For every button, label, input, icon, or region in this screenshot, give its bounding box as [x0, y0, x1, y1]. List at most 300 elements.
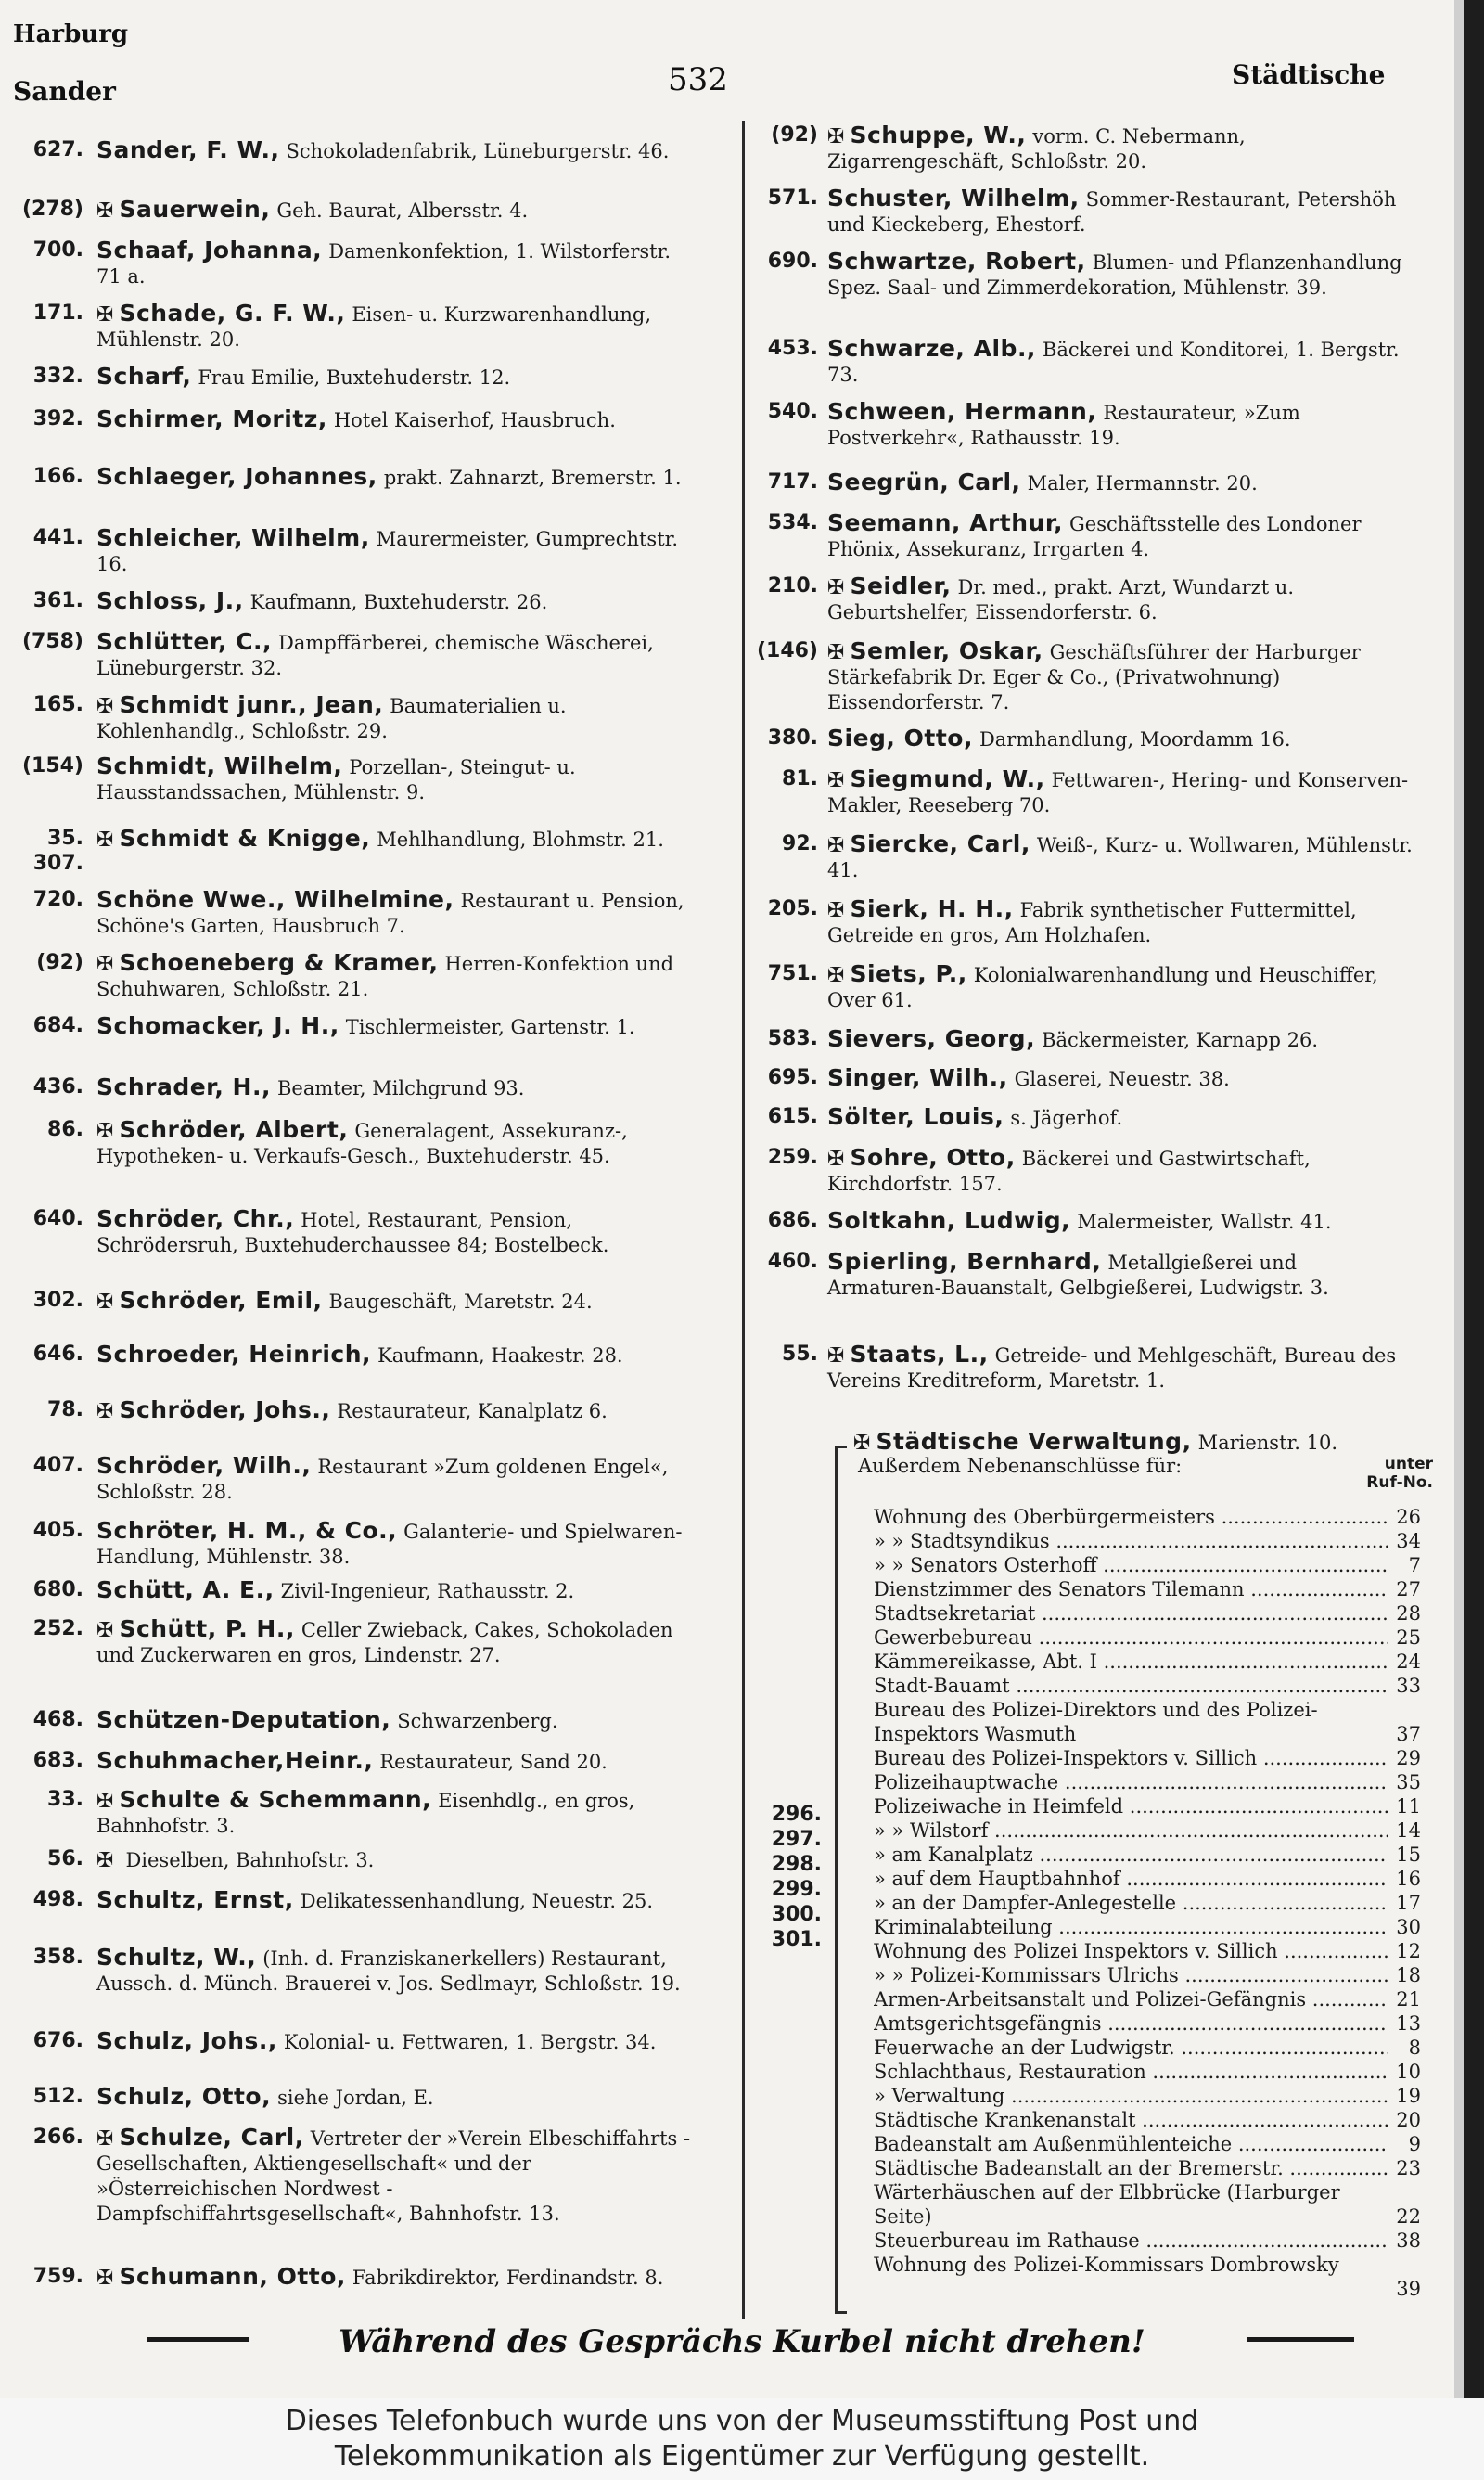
- subscriber-details: Restaurateur, »Zum Postverkehr«, Rathausstr. 19.: [827, 402, 1300, 449]
- subscriber-name: Staats, L.,: [850, 1341, 989, 1368]
- phone-number: (146): [756, 639, 818, 662]
- subscriber-details: prakt. Zahnarzt, Bremerstr. 1.: [383, 467, 682, 489]
- entry-body: [96, 1074, 699, 1101]
- telephone-star-icon: ✠: [96, 1849, 114, 1872]
- extension-number: 8: [1405, 2036, 1421, 2060]
- subscriber-details: Hotel Kaiserhof, Hausbruch.: [333, 409, 616, 431]
- extension-number: 26: [1392, 1505, 1421, 1529]
- extension-label: » » Senators Osterhoff .....: [874, 1553, 1388, 1577]
- subscriber-name: Schröder, Emil,: [119, 1287, 323, 1314]
- extension-number: 33: [1392, 1674, 1421, 1698]
- telephone-star-icon: ✠: [96, 1400, 114, 1423]
- subscriber-details: Geh. Baurat, Albersstr. 4.: [276, 199, 529, 222]
- extension-number: 29: [1392, 1746, 1421, 1770]
- subscriber-name: Schaaf, Johanna,: [96, 237, 323, 263]
- extension-line: [874, 1698, 1421, 1746]
- entry-body: [827, 1208, 1414, 1235]
- subscriber-details: Damenkonfektion, 1. Wilstorferstr. 71 a.: [96, 240, 672, 288]
- extension-label: Dienstzimmer des Senators Tilemann .....: [874, 1577, 1388, 1601]
- subscriber-name: Sohre, Otto,: [850, 1144, 1016, 1171]
- extension-line: [874, 1963, 1421, 1987]
- caption-line-2: Telekommunikation als Eigentümer zur Verfügung gestellt.: [334, 2440, 1150, 2473]
- telephone-star-icon: ✠: [96, 1120, 114, 1143]
- phone-number: 405.: [32, 1519, 83, 1542]
- subscriber-details: Maurermeister, Gumprechtstr. 16.: [96, 528, 679, 575]
- subscriber-details: Vertreter der »Verein Elbeschiffahrts - Gesellschaften, Aktiengesellschaft« und der »Österreichischen Nordwest - Dampfschiffahrtsgesellschaft«, Bahnhofstr. 13.: [96, 2127, 691, 2225]
- subscriber-details: Restaurateur, Sand 20.: [379, 1751, 608, 1773]
- phone-number: 259.: [767, 1146, 818, 1169]
- extension-label: Schlachthaus, Restauration .....: [874, 2060, 1388, 2084]
- phone-number: 165.: [32, 693, 83, 716]
- subscriber-details: Porzellan-, Steingut- u. Hausstandssachen, Mühlenstr. 9.: [96, 756, 576, 803]
- extension-label: » auf dem Hauptbahnhof .....: [874, 1867, 1388, 1891]
- verwaltung-heading: [853, 1429, 1428, 1456]
- phone-number: (154): [21, 754, 83, 777]
- extension-label: Polizeiwache in Heimfeld .....: [874, 1794, 1388, 1818]
- subscriber-name: Siegmund, W.,: [850, 765, 1045, 792]
- extension-label: » » Polizei-Kommissars Ulrichs .....: [874, 1963, 1388, 1987]
- subscriber-details: Eisen- u. Kurzwarenhandlung, Mühlenstr. 20.: [96, 303, 652, 351]
- side-number-list: [757, 1802, 822, 1952]
- subscriber-details: Metallgießerei und Armaturen-Bauanstalt, Gelbgießerei, Ludwigstr. 3.: [827, 1252, 1329, 1299]
- extension-label: Wohnung des Oberbürgermeisters .....: [874, 1505, 1388, 1529]
- subscriber-details: Getreide- und Mehlgeschäft, Bureau des Vereins Kreditreform, Maretstr. 1.: [827, 1344, 1397, 1392]
- entry-body: [827, 510, 1414, 562]
- entry-body: [96, 1453, 699, 1505]
- telephone-star-icon: ✠: [96, 1291, 114, 1314]
- extension-number: 35: [1392, 1770, 1421, 1794]
- phone-number: 684.: [32, 1014, 83, 1037]
- extension-label: Bureau des Polizei-Inspektors v. Sillich .....: [874, 1746, 1388, 1770]
- entry-body: [827, 1249, 1414, 1301]
- entry-body: [827, 336, 1414, 388]
- entry-body: [827, 186, 1414, 238]
- phone-number: 33.: [47, 1788, 83, 1811]
- extension-number: 20: [1392, 2108, 1421, 2132]
- phone-number: 380.: [767, 726, 818, 750]
- subscriber-details: Blumen- und Pflanzenhandlung Spez. Saal- und Zimmerdekoration, Mühlenstr. 39.: [827, 251, 1402, 299]
- extension-label: » am Kanalplatz .....: [874, 1843, 1388, 1867]
- extension-number: 18: [1392, 1963, 1421, 1987]
- entry-body: [827, 726, 1414, 752]
- subscriber-details: Galanterie- und Spielwaren-Handlung, Mühlenstr. 38.: [96, 1521, 683, 1568]
- extension-line: [874, 1843, 1421, 1867]
- extension-line: [874, 2036, 1421, 2060]
- phone-number: 252.: [32, 1617, 83, 1640]
- entry-body: [827, 469, 1414, 496]
- ruf-label: unter Ruf-No.: [1366, 1455, 1433, 1492]
- phone-number: 615.: [767, 1105, 818, 1128]
- entry-body: [96, 692, 699, 744]
- entry-body: [96, 1577, 699, 1604]
- extension-number: 17: [1392, 1891, 1421, 1915]
- subscriber-name: Schulze, Carl,: [119, 2124, 304, 2151]
- subscriber-name: Schuster, Wilhelm,: [827, 185, 1080, 212]
- phone-number: 676.: [32, 2029, 83, 2052]
- entry-body: [96, 1787, 699, 1839]
- entry-body: [96, 1397, 699, 1424]
- extension-line: [874, 1939, 1421, 1963]
- extension-number: 28: [1392, 1601, 1421, 1625]
- phone-number: 436.: [32, 1075, 83, 1099]
- subscriber-details: Celler Zwieback, Cakes, Schokoladen und Zuckerwaren en gros, Lindenstr. 27.: [96, 1619, 673, 1666]
- extension-line: [874, 1915, 1421, 1939]
- phone-number: 166.: [32, 465, 83, 488]
- extension-line: [874, 1553, 1421, 1577]
- extension-line: [874, 1505, 1421, 1529]
- subscriber-name: Seemann, Arthur,: [827, 509, 1064, 536]
- extension-label: Amtsgerichtsgefängnis .....: [874, 2011, 1388, 2036]
- verwaltung-name: Städtische Verwaltung,: [876, 1428, 1192, 1455]
- entry-body: [827, 1104, 1414, 1131]
- phone-number: 55.: [782, 1343, 818, 1366]
- phone-number: 646.: [32, 1343, 83, 1366]
- extension-number: 10: [1392, 2060, 1421, 2084]
- phone-number: 680.: [32, 1578, 83, 1601]
- entry-body: [96, 525, 699, 577]
- subscriber-details: Malermeister, Wallstr. 41.: [1077, 1211, 1332, 1233]
- subscriber-name: Schöne Wwe., Wilhelmine,: [96, 886, 454, 913]
- subscriber-details: Tischlermeister, Gartenstr. 1.: [345, 1016, 635, 1038]
- subscriber-name: Seegrün, Carl,: [827, 469, 1021, 495]
- telephone-star-icon: ✠: [827, 899, 845, 922]
- subscriber-details: Zivil-Ingenieur, Rathausstr. 2.: [280, 1580, 575, 1602]
- extension-label: Badeanstalt am Außenmühlenteiche .....: [874, 2132, 1388, 2156]
- entry-body: [96, 301, 699, 353]
- entry-body: [96, 1748, 699, 1775]
- extension-line: [874, 2156, 1421, 2180]
- side-number: 301.: [771, 1928, 822, 1951]
- telephone-star-icon: ✠: [96, 953, 114, 976]
- entry-body: [827, 1342, 1414, 1394]
- subscriber-name: Schirmer, Moritz,: [96, 405, 327, 432]
- subscriber-name: Siets, P.,: [850, 960, 967, 987]
- entry-body: [96, 1707, 699, 1734]
- subscriber-name: Schleicher, Wilhelm,: [96, 524, 370, 551]
- extension-line: [874, 1601, 1421, 1625]
- side-number: 297.: [771, 1828, 822, 1851]
- extension-label: Polizeihauptwache .....: [874, 1770, 1388, 1794]
- extension-number: 38: [1392, 2229, 1421, 2253]
- subscriber-name: Schmidt junr., Jean,: [119, 691, 384, 718]
- subscriber-details: Kolonialwarenhandlung und Heuschiffer, Over 61.: [827, 964, 1378, 1011]
- subscriber-details: Geschäftsstelle des Londoner Phönix, Assekuranz, Irrgarten 4.: [827, 513, 1362, 560]
- footer-notice: Während des Gesprächs Kurbel nicht drehen!: [339, 2323, 1145, 2360]
- subscriber-details: vorm. C. Nebermann, Zigarrengeschäft, Schloßstr. 20.: [827, 125, 1246, 173]
- entry-body: [827, 1065, 1414, 1092]
- phone-number: (278): [21, 198, 83, 221]
- page-number: 532: [668, 61, 728, 98]
- subscriber-name: Schütt, P. H.,: [119, 1615, 295, 1642]
- phone-number: 302.: [32, 1289, 83, 1312]
- subscriber-details: Hotel, Restaurant, Pension, Schrödersruh, Buxtehuderchaussee 84; Bostelbeck.: [96, 1209, 609, 1256]
- extension-number: 22: [1392, 2204, 1421, 2229]
- extension-label: Armen-Arbeitsanstalt und Polizei-Gefängnis .....: [874, 1987, 1388, 2011]
- extension-line: [874, 2060, 1421, 2084]
- extension-line: [874, 1891, 1421, 1915]
- telephone-star-icon: ✠: [827, 964, 845, 987]
- subscriber-name: Schroeder, Heinrich,: [96, 1341, 372, 1368]
- extension-label: » an der Dampfer-Anlegestelle .....: [874, 1891, 1388, 1915]
- extension-number: 14: [1392, 1818, 1421, 1843]
- entry-body: [827, 122, 1414, 174]
- telephone-star-icon: ✠: [827, 641, 845, 664]
- subscriber-name: Sölter, Louis,: [827, 1103, 1004, 1130]
- phone-number: 266.: [32, 2126, 83, 2149]
- subscriber-name: Scharf,: [96, 363, 192, 390]
- subscriber-name: Schröder, Johs.,: [119, 1396, 331, 1423]
- extension-number: 39: [1392, 2277, 1421, 2301]
- subscriber-name: Schumann, Otto,: [119, 2263, 346, 2290]
- verwaltung-address: Marienstr. 10.: [1197, 1432, 1338, 1454]
- header-city: Harburg: [13, 20, 129, 48]
- phone-number: 460.: [767, 1250, 818, 1273]
- phone-number: 56.: [47, 1847, 83, 1870]
- subscriber-name: Schultz, Ernst,: [96, 1886, 294, 1913]
- extension-line: [874, 2132, 1421, 2156]
- extension-label: Feuerwache an der Ludwigstr. .....: [874, 2036, 1388, 2060]
- phone-number: 453.: [767, 337, 818, 360]
- phone-number: 759.: [32, 2265, 83, 2288]
- subscriber-name: Semler, Oskar,: [850, 637, 1043, 664]
- telephone-star-icon: ✠: [827, 1148, 845, 1171]
- subscriber-name: Sieg, Otto,: [827, 725, 973, 752]
- phone-number: 441.: [32, 526, 83, 549]
- header-range-start: Sander: [13, 76, 116, 107]
- phone-number: 686.: [767, 1209, 818, 1232]
- subscriber-name: Singer, Wilh.,: [827, 1064, 1008, 1091]
- extension-label: Wärterhäuschen auf der Elbbrücke (Harburger Seite): [874, 2181, 1340, 2228]
- phone-number: 468.: [32, 1708, 83, 1731]
- subscriber-name: Schuhmacher,Heinr.,: [96, 1747, 374, 1774]
- extension-number: 16: [1392, 1867, 1421, 1891]
- subscriber-name: Schomacker, J. H.,: [96, 1012, 339, 1039]
- subscriber-details: Schokoladenfabrik, Lüneburgerstr. 46.: [286, 140, 670, 162]
- phone-number: 720.: [32, 888, 83, 911]
- extension-number: 34: [1392, 1529, 1421, 1553]
- subscriber-details: Herren-Konfektion und Schuhwaren, Schloßstr. 21.: [96, 953, 674, 1000]
- entry-body: [96, 887, 699, 939]
- entry-body: [96, 2028, 699, 2055]
- telephone-star-icon: ✠: [96, 303, 114, 327]
- extension-number: 25: [1392, 1625, 1421, 1650]
- subscriber-details: Schwarzenberg.: [397, 1710, 558, 1732]
- subscriber-details: Kaufmann, Buxtehuderstr. 26.: [249, 591, 548, 613]
- phone-number: 683.: [32, 1749, 83, 1772]
- subscriber-name: Spierling, Bernhard,: [827, 1248, 1102, 1275]
- extension-line: [874, 1794, 1421, 1818]
- subscriber-details: Kolonial- u. Fettwaren, 1. Bergstr. 34.: [283, 2031, 657, 2053]
- phone-number: 571.: [767, 186, 818, 210]
- provenance-caption: [0, 2398, 1484, 2480]
- entry-body: [96, 406, 699, 433]
- extension-number: 13: [1392, 2011, 1421, 2036]
- phone-number: 332.: [32, 365, 83, 388]
- entry-body: [827, 1145, 1414, 1197]
- telephone-star-icon: ✠: [96, 829, 114, 852]
- page-edge-shadow: [1454, 0, 1464, 2398]
- subscriber-details: Dieselben, Bahnhofstr. 3.: [125, 1849, 375, 1871]
- subscriber-details: Dampffärberei, chemische Wäscherei, Lüneburgerstr. 32.: [96, 632, 654, 679]
- footer-rule-left: [147, 2337, 249, 2342]
- phone-number: 717.: [767, 470, 818, 494]
- extension-line: [874, 2084, 1421, 2108]
- extension-line: [874, 1818, 1421, 1843]
- extension-number: 12: [1392, 1939, 1421, 1963]
- extension-number: 21: [1392, 1987, 1421, 2011]
- extension-line: [874, 1987, 1421, 2011]
- subscriber-name: Schmidt & Knigge,: [119, 825, 371, 852]
- phone-number: 78.: [47, 1398, 83, 1421]
- extension-line: [874, 2011, 1421, 2036]
- phone-number: 700.: [32, 238, 83, 262]
- entry-body: [827, 399, 1414, 451]
- extension-number: 11: [1392, 1794, 1421, 1818]
- side-number: 298.: [771, 1853, 822, 1876]
- phone-number: 407.: [32, 1454, 83, 1477]
- extension-number: 27: [1392, 1577, 1421, 1601]
- entry-body: [96, 753, 699, 805]
- entry-body: [96, 2084, 699, 2111]
- extension-label: Kämmereikasse, Abt. I .....: [874, 1650, 1388, 1674]
- subscriber-details: Geschäftsführer der Harburger Stärkefabrik Dr. Eger & Co., (Privatwohnung) Eissendorferstr. 7.: [827, 641, 1361, 713]
- entry-body: [96, 2264, 699, 2291]
- phone-number: 171.: [32, 302, 83, 325]
- extension-label: Gewerbebureau .....: [874, 1625, 1388, 1650]
- entry-body: [96, 1342, 699, 1368]
- page-edge: [1464, 0, 1484, 2398]
- entry-body: [96, 1206, 699, 1258]
- subscriber-name: Schulz, Otto,: [96, 2083, 272, 2110]
- extension-line: [874, 1674, 1421, 1698]
- extension-number: 19: [1392, 2084, 1421, 2108]
- telephone-star-icon: ✠: [827, 1344, 845, 1368]
- extension-line: [874, 1577, 1421, 1601]
- entry-body: [96, 1117, 699, 1169]
- column-divider: [742, 121, 745, 2319]
- extension-number: 9: [1405, 2132, 1421, 2156]
- subscriber-name: Schwartze, Robert,: [827, 248, 1086, 275]
- extension-label: Steuerbureau im Rathause .....: [874, 2229, 1388, 2253]
- extension-label: Wohnung des Polizei Inspektors v. Sillich .....: [874, 1939, 1388, 1963]
- subscriber-name: Schröter, H. M., & Co.,: [96, 1517, 398, 1544]
- subscriber-name: Schade, G. F. W.,: [119, 300, 346, 327]
- telephone-star-icon: ✠: [96, 695, 114, 718]
- side-number: 299.: [771, 1878, 822, 1901]
- phone-number: 86.: [47, 1118, 83, 1141]
- phone-number: 534.: [767, 511, 818, 534]
- entry-body: [96, 1945, 699, 1997]
- extension-line: [874, 1625, 1421, 1650]
- phone-number: 92.: [782, 832, 818, 855]
- entry-body: [96, 826, 699, 853]
- subscriber-details: Frau Emilie, Buxtehuderstr. 12.: [198, 366, 511, 389]
- extension-line: [874, 2108, 1421, 2132]
- entry-body: [96, 629, 699, 681]
- subscriber-details: Maler, Hermannstr. 20.: [1027, 472, 1258, 495]
- entry-body: [96, 197, 699, 224]
- telephone-star-icon: ✠: [827, 769, 845, 792]
- subscriber-name: Sauerwein,: [119, 196, 271, 223]
- entry-body: [827, 766, 1414, 818]
- telephone-star-icon: ✠: [853, 1432, 871, 1455]
- telephone-star-icon: ✠: [827, 576, 845, 599]
- entry-body: [96, 1518, 699, 1570]
- entry-body: [827, 573, 1414, 625]
- phone-number: 690.: [767, 250, 818, 273]
- extension-label: Bureau des Polizei-Direktors und des Polizei-Inspektors Wasmuth: [874, 1699, 1318, 1745]
- subscriber-details: Generalagent, Assekuranz-, Hypotheken- u. Verkaufs-Gesch., Buxtehuderstr. 45.: [96, 1120, 628, 1167]
- telephone-star-icon: ✠: [96, 1619, 114, 1642]
- subscriber-details: Beamter, Milchgrund 93.: [276, 1077, 525, 1099]
- extension-label: Stadt-Bauamt .....: [874, 1674, 1388, 1698]
- subscriber-details: Delikatessenhandlung, Neuestr. 25.: [300, 1890, 654, 1912]
- extension-label: Wohnung des Polizei-Kommissars Dombrowsky: [874, 2254, 1339, 2276]
- phone-number: 498.: [32, 1888, 83, 1911]
- subscriber-details: Darmhandlung, Moordamm 16.: [979, 728, 1291, 751]
- entry-body: [96, 588, 699, 615]
- extension-line: [874, 2253, 1421, 2301]
- subscriber-details: Restaurateur, Kanalplatz 6.: [337, 1400, 608, 1422]
- extension-line: [874, 1650, 1421, 1674]
- phone-number: 540.: [767, 400, 818, 423]
- telephone-star-icon: ✠: [827, 125, 845, 148]
- phone-number: 751.: [767, 962, 818, 985]
- entry-body: [827, 831, 1414, 883]
- phone-number: 361.: [32, 589, 83, 612]
- subscriber-details: Kaufmann, Haakestr. 28.: [377, 1344, 623, 1367]
- extension-number: 23: [1392, 2156, 1421, 2180]
- caption-line-1: Dieses Telefonbuch wurde uns von der Museumsstiftung Post und: [285, 2405, 1199, 2437]
- subscriber-details: Bäckerei und Gastwirtschaft, Kirchdorfstr. 157.: [827, 1148, 1311, 1195]
- extension-label: » Verwaltung .....: [874, 2084, 1388, 2108]
- subscriber-name: Schröder, Albert,: [119, 1116, 349, 1143]
- subscriber-details: Weiß-, Kurz- u. Wollwaren, Mühlenstr. 41.: [827, 834, 1413, 881]
- subscriber-name: Schröder, Chr.,: [96, 1205, 295, 1232]
- extension-line: [874, 1746, 1421, 1770]
- subscriber-name: Schütt, A. E.,: [96, 1576, 275, 1603]
- subscriber-details: Baugeschäft, Maretstr. 24.: [328, 1291, 593, 1313]
- extension-number: 30: [1392, 1915, 1421, 1939]
- phone-number: 358.: [32, 1946, 83, 1969]
- subscriber-details: Eisenhdlg., en gros, Bahnhofstr. 3.: [96, 1790, 635, 1837]
- extension-line: [874, 1867, 1421, 1891]
- subscriber-name: Schwarze, Alb.,: [827, 335, 1036, 362]
- subscriber-details: Restaurant u. Pension, Schöne's Garten, Hausbruch 7.: [96, 890, 684, 937]
- footer-rule-right: [1247, 2337, 1354, 2342]
- entry-body: [96, 238, 699, 289]
- extension-label: » » Stadtsyndikus .....: [874, 1529, 1388, 1553]
- subscriber-details: Fettwaren-, Hering- und Konserven-Makler, Reeseberg 70.: [827, 769, 1409, 816]
- subscriber-name: Schützen-Deputation,: [96, 1706, 391, 1733]
- verwaltung-subline: Außerdem Nebenanschlüsse für:: [858, 1455, 1183, 1477]
- subscriber-name: Siercke, Carl,: [850, 830, 1030, 857]
- phone-number: 640.: [32, 1207, 83, 1230]
- header-range-end: Städtische: [1232, 59, 1386, 90]
- entry-body: [827, 249, 1414, 301]
- phone-number: (758): [21, 630, 83, 653]
- extension-label: Kriminalabteilung .....: [874, 1915, 1388, 1939]
- extension-line: [874, 2229, 1421, 2253]
- subscriber-details: s. Jägerhof.: [1010, 1107, 1123, 1129]
- extension-label: » » Wilstorf .....: [874, 1818, 1388, 1843]
- subscriber-name: Sander, F. W.,: [96, 136, 280, 163]
- verwaltung-bracket: [835, 1446, 847, 2314]
- subscriber-details: Bäckermeister, Karnapp 26.: [1042, 1029, 1319, 1051]
- phone-number: 205.: [767, 897, 818, 920]
- subscriber-name: Schween, Hermann,: [827, 398, 1097, 425]
- subscriber-details: Glaserei, Neuestr. 38.: [1014, 1068, 1230, 1090]
